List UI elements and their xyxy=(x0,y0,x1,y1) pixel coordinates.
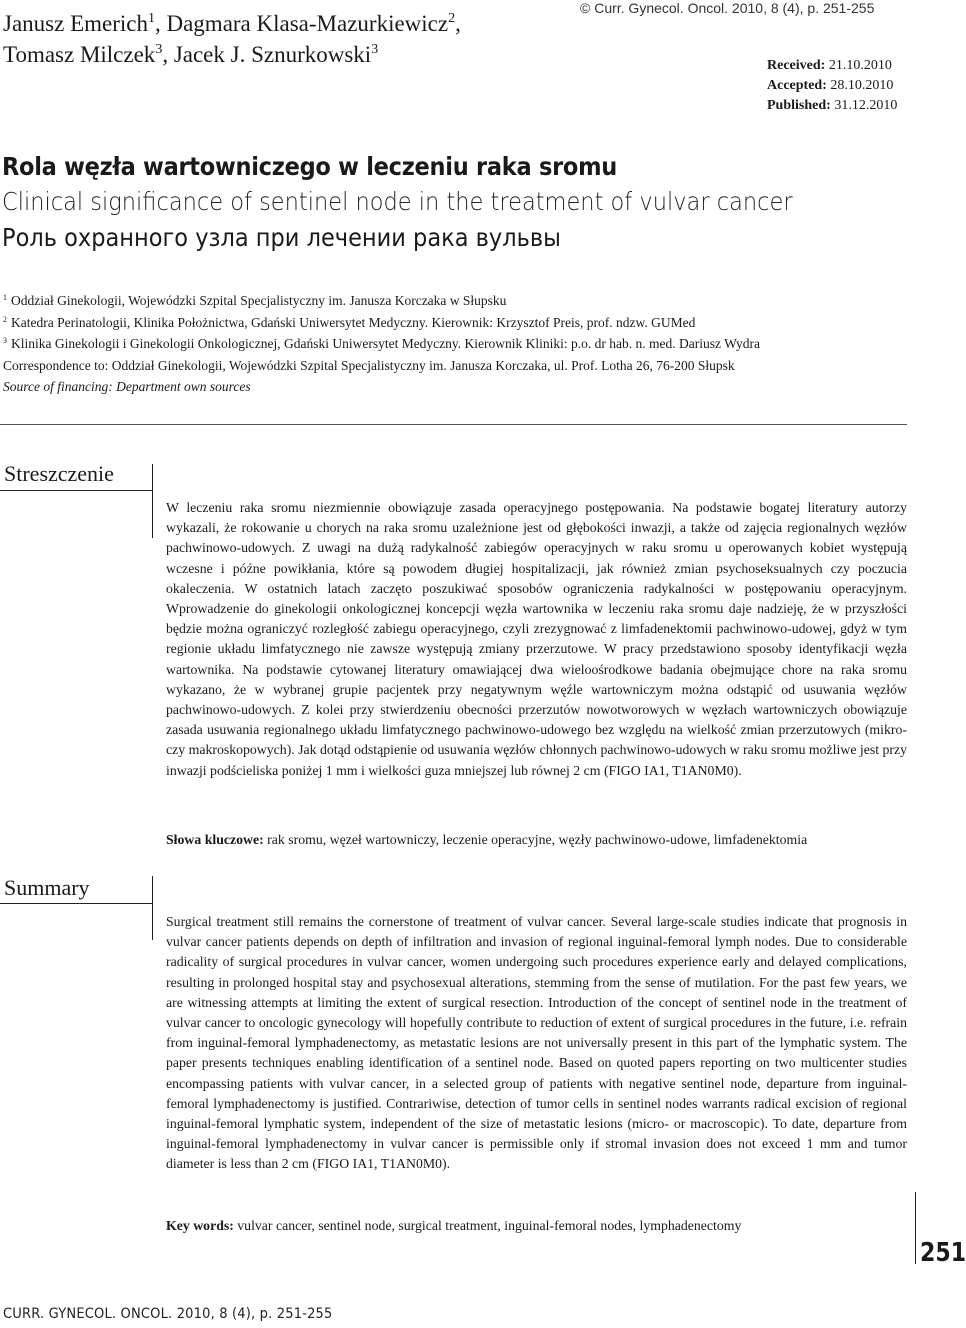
author-line-2 xyxy=(3,39,461,70)
author-list xyxy=(3,8,461,70)
financing-source: Source of financing: Department own sources xyxy=(3,379,251,395)
heading-bracket-line xyxy=(152,464,153,538)
author-name: Janusz Emerich xyxy=(3,11,148,36)
page-number-bracket xyxy=(915,1192,916,1264)
keywords-polish: Słowa kluczowe: rak sromu, węzeł wartowniczy, leczenie operacyjne, węzły pachwinowo-udowe, limfadenektomia xyxy=(166,832,808,847)
correspondence: Correspondence to: Oddział Ginekologii, Wojewódzki Szpital Specjalistyczny im. Janusza Korczaka, ul. Prof. Lotha 26, 76-200 Słupsk xyxy=(3,357,735,373)
affiliation-2: $^2$ Katedra Perinatologii, Klinika Położnictwa, Gdański Uniwersytet Medyczny. Kierownik: Krzysztof Preis, prof. ndzw. GUMed xyxy=(3,314,696,330)
article-dates xyxy=(767,56,897,116)
title-polish: Rola węzła wartowniczego w leczeniu raka sromu xyxy=(2,152,618,181)
section-divider xyxy=(0,424,907,425)
heading-bracket-line xyxy=(0,903,153,904)
summary-heading: Summary xyxy=(4,875,90,900)
title-russian: Роль охранного узла при лечении рака вульвы xyxy=(2,223,561,252)
page-number: 251 xyxy=(920,1238,966,1268)
author-name: , Jacek J. Sznurkowski xyxy=(162,42,372,67)
affiliation-1: $^1$ Oddział Ginekologii, Wojewódzki Szpital Specjalistyczny im. Janusza Korczaka w Słupsku xyxy=(3,293,507,308)
author-name: Tomasz Milczek xyxy=(3,42,156,67)
abstract-english: Surgical treatment still remains the cornerstone of treatment of vulvar cancer. Several large-scale studies indicate that prognosis in vulvar cancer patients depends on depth of infiltration and invasion of regional inguinal-femoral lymph nodes. Due to considerable radicality of surgical procedures in vulvar cancer, women undergoing such procedures experience early and delayed complications, resulting in prolonged hospital stay and psychosexual alterations, stemming from the sense of mutilation. For the past few years, we are witnessing attempts at limiting the extent of surgical resection. Introduction of the concept of sentinel node in the treatment of vulvar cancer to oncologic gynecology will hopefully contribute to reduction of extent of surgical procedures in the future, i.e. refrain from inguinal-femoral lymphadenectomy, as metastatic lesions are not universally present in this part of the lymphatic system. The paper presents techniques enabling identification of a sentinel node. Based on quoted papers reporting on two multicenter studies encompassing patients with vulvar cancer, in a selected group of patients with negative sentinel node, departure from inguinal-femoral lymphadenectomy is justified. Contrariwise, detection of tumor cells in sentinel nodes warrants radical excision of regional inguinal-femoral lymphatic system, independent of the size of metastatic lesions (micro- or macroscopic). To date, departure from inguinal-femoral lymphadenectomy in vulvar cancer is permissible only if stromal invasion does not exceed 1 mm and tumor diameter is less than 2 cm (FIGO IA1, T1AN0M0). xyxy=(166,914,907,1172)
heading-bracket-line xyxy=(152,876,153,940)
streszczenie-heading: Streszczenie xyxy=(4,461,114,486)
heading-bracket-line xyxy=(0,490,153,491)
abstract-polish: W leczeniu raka sromu niezmiennie obowiązuje zasada operacyjnego postępowania. Na podstawie bogatej literatury autorzy wykazali, że rokowanie u chorych na raka sromu uzależnione jest od głębokości inwazji, a także od zajęcia regionalnych węzłów pachwinowo-udowych. Z uwagi na dużą radykalność zabiegów operacyjnych w raku sromu u operowanych kobiet występują wczesne i późne powikłania, które są powodem długiej hospitalizacji, jak również zmian psychoseksualnych czy poczucia okaleczenia. W ostatnich latach zaczęto poszukiwać sposobów ograniczenia radykalności w postępowaniu operacyjnym. Wprowadzenie do ginekologii onkologicznej koncepcji węzła wartownika w leczeniu raka sromu daje nadzieję, że w przyszłości będzie można ograniczyć rozległość zabiegu operacyjnego, czyli zrezygnować z limfadenektomii pachwinowo-udowej, gdyż w tym regionie układu limfatycznego nie zawsze występują zmiany przerzutowe. W pracy przedstawiono sposoby identyfikacji węzła wartownika. Na podstawie cytowanej literatury omawiającej dwa wieloośrodkowe badania obejmujące chore na raka sromu wykazano, że w wybranej grupie pacjentek przy negatywnym węźle wartowniczym można odstąpić od usuwania węzłów pachwinowo-udowych. Z kolei przy stwierdzeniu obecności przerzutów nowotworowych w węzłach wartowniczych obowiązuje zasada usuwania regionalnego układu limfatycznego pachwinowo-udowego bez względu na wielkość zmian przerzutowych (mikro- czy makroskopowych). Jak dotąd odstąpienie od usuwania węzłów chłonnych pachwinowo-udowych w raku sromu możliwe jest przy inwazji podścieliska poniżej 1 mm i wielkości guza mniejszej lub równej 2 cm (FIGO IA1, T1AN0M0). xyxy=(166,500,908,778)
author-affil-sup: 2 xyxy=(448,11,456,26)
affiliations xyxy=(3,290,923,398)
author-affil-sup: 3 xyxy=(371,42,379,57)
article-titles xyxy=(2,150,880,256)
author-name: , Dagmara Klasa-Mazurkiewicz xyxy=(154,11,449,36)
author-line-1 xyxy=(3,8,461,39)
author-separator: , xyxy=(455,11,461,36)
keywords-english: Key words: vulvar cancer, sentinel node, surgical treatment, inguinal-femoral nodes, lymphadenectomy xyxy=(166,1218,742,1233)
author-affil-sup: 3 xyxy=(155,42,163,57)
affiliation-3: $^3$ Klinika Ginekologii i Ginekologii Onkologicznej, Gdański Uniwersytet Medyczny. Kierownik Kliniki: p.o. dr hab. n. med. Dariusz Wydra xyxy=(3,336,761,352)
received-date: Received: 21.10.2010 xyxy=(767,58,892,73)
running-footer: CURR. GYNECOL. ONCOL. 2010, 8 (4), p. 251-255 xyxy=(3,1306,333,1322)
author-affil-sup: 1 xyxy=(147,11,155,26)
published-date: Published: 31.12.2010 xyxy=(767,98,898,113)
accepted-date: Accepted: 28.10.2010 xyxy=(767,78,894,93)
title-english: Clinical significance of sentinel node in the treatment of vulvar cancer xyxy=(2,187,793,216)
journal-reference: © Curr. Gynecol. Oncol. 2010, 8 (4), p. 251-255 xyxy=(580,0,875,16)
